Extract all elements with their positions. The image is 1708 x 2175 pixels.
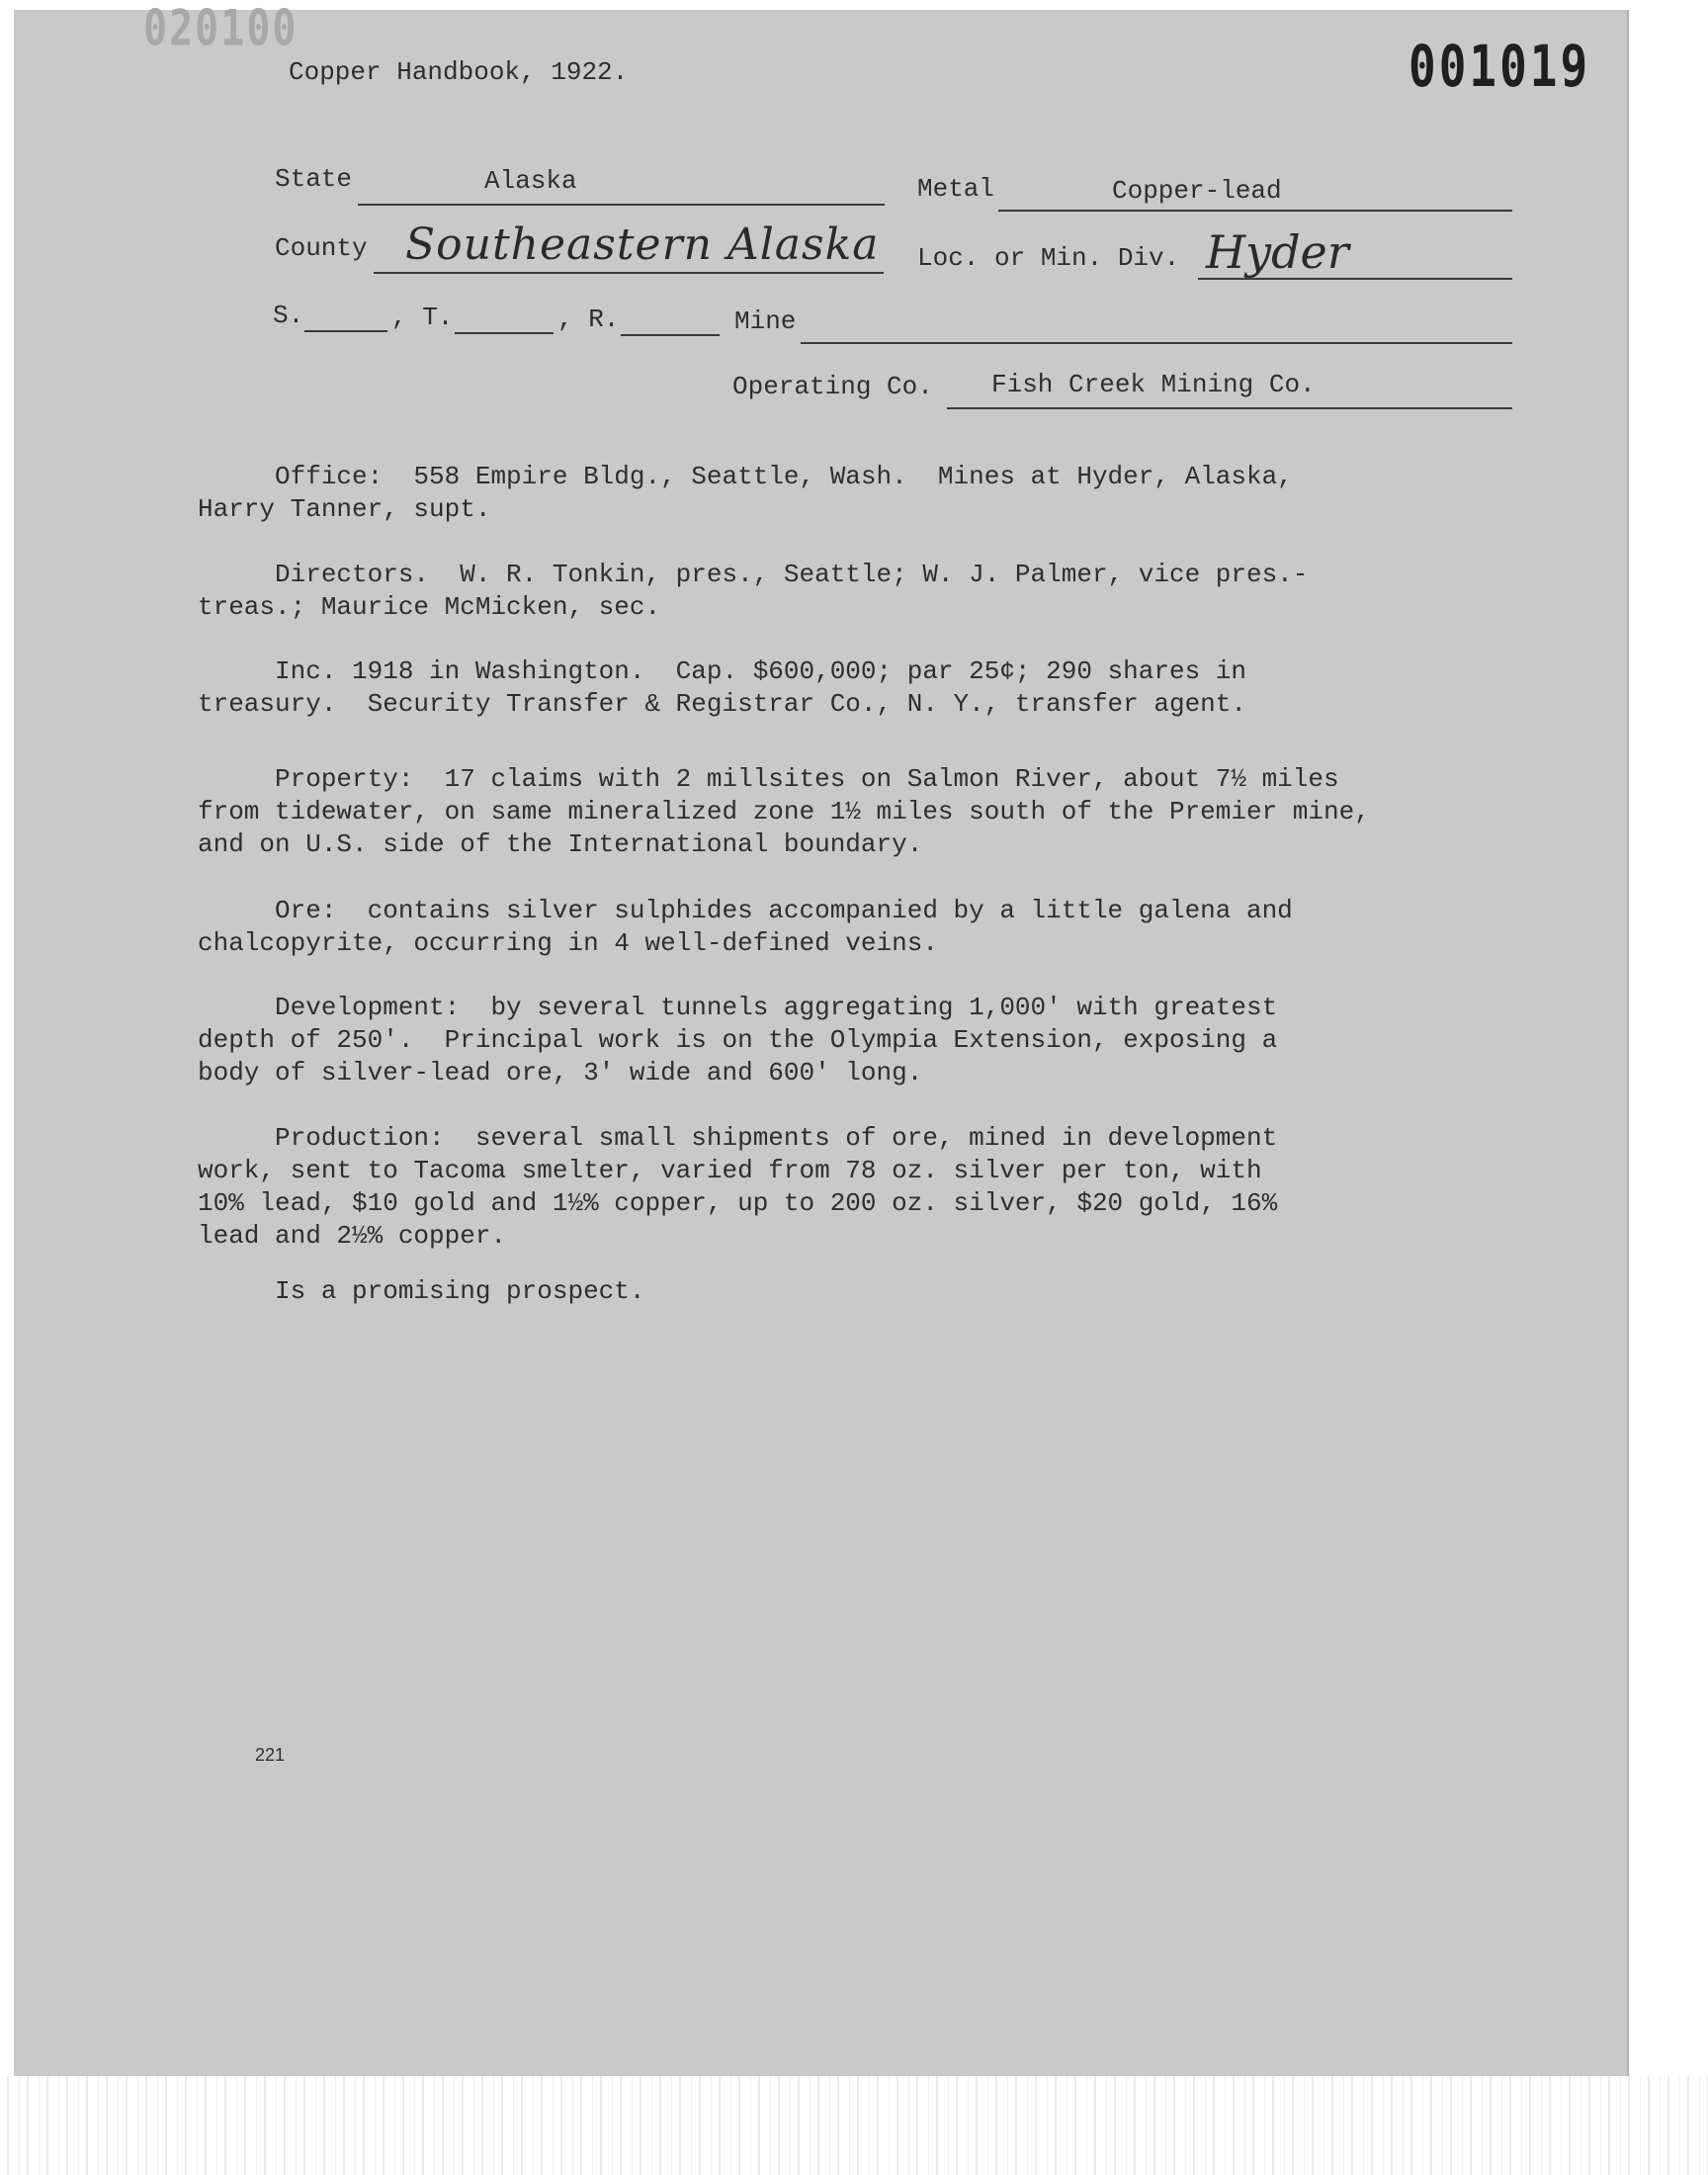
- county-underline: [374, 272, 884, 274]
- directors-paragraph: Directors. W. R. Tonkin, pres., Seattle; W. J. Palmer, vice pres.- treas.; Maurice McMicken, sec.: [198, 560, 1309, 622]
- ore-paragraph: Ore: contains silver sulphides accompanied by a little galena and chalcopyrite, occurring in 4 well-defined veins.: [198, 896, 1293, 958]
- document-title: Copper Handbook, 1922.: [289, 57, 629, 87]
- state-value: Alaska: [484, 166, 577, 196]
- page-number: 221: [255, 1745, 286, 1765]
- operating-label: Operating Co.: [732, 372, 933, 401]
- county-value-handwritten: Southeastern Alaska: [405, 219, 880, 270]
- county-label: County: [275, 233, 368, 263]
- operating-value: Fish Creek Mining Co.: [991, 370, 1316, 399]
- metal-label: Metal: [917, 174, 995, 204]
- mine-label: Mine: [734, 306, 797, 336]
- section-label: S.: [273, 301, 304, 330]
- closing-paragraph: Is a promising prospect.: [198, 1276, 645, 1306]
- metal-value: Copper-lead: [1112, 176, 1282, 206]
- mine-underline: [801, 342, 1512, 344]
- township-underline: [455, 332, 554, 334]
- loc-value-handwritten: Hyder: [1206, 225, 1349, 279]
- office-paragraph: Office: 558 Empire Bldg., Seattle, Wash. Mines at Hyder, Alaska, Harry Tanner, supt.: [198, 462, 1293, 524]
- development-paragraph: Development: by several tunnels aggregating 1,000' with greatest depth of 250'. Principal work is on the Olympia Extension, exposing a body of silver-lead ore, 3' wide and 600' long.: [198, 993, 1278, 1088]
- incorporation-paragraph: Inc. 1918 in Washington. Cap. $600,000; par 25¢; 290 shares in treasury. Security Transfer & Registrar Co., N. Y., transfer agent.: [198, 656, 1246, 719]
- scan-edge-strip: [0, 2076, 1708, 2175]
- document-stamp-number: 001019: [1409, 33, 1591, 100]
- section-underline: [304, 330, 387, 332]
- production-paragraph: Production: several small shipments of ore, mined in development work, sent to Tacoma smelter, varied from 78 oz. silver per ton, with 10% lead, $10 gold and 1½% copper, up to 200 oz. silver, $20 gold, 16% lead and 2½% copper.: [198, 1123, 1278, 1251]
- operating-underline: [947, 407, 1512, 409]
- range-label: , R.: [557, 304, 620, 334]
- range-underline: [621, 334, 720, 336]
- state-underline: [358, 204, 885, 206]
- metal-underline: [998, 210, 1512, 212]
- loc-label: Loc. or Min. Div.: [917, 243, 1180, 273]
- faded-stamp-number: 020100: [143, 0, 299, 57]
- property-paragraph: Property: 17 claims with 2 millsites on Salmon River, about 7½ miles from tidewater, on same mineralized zone 1½ miles south of the Premier mine, and on U.S. side of the International boundary.: [198, 764, 1370, 859]
- township-label: , T.: [391, 303, 454, 332]
- state-label: State: [275, 164, 353, 194]
